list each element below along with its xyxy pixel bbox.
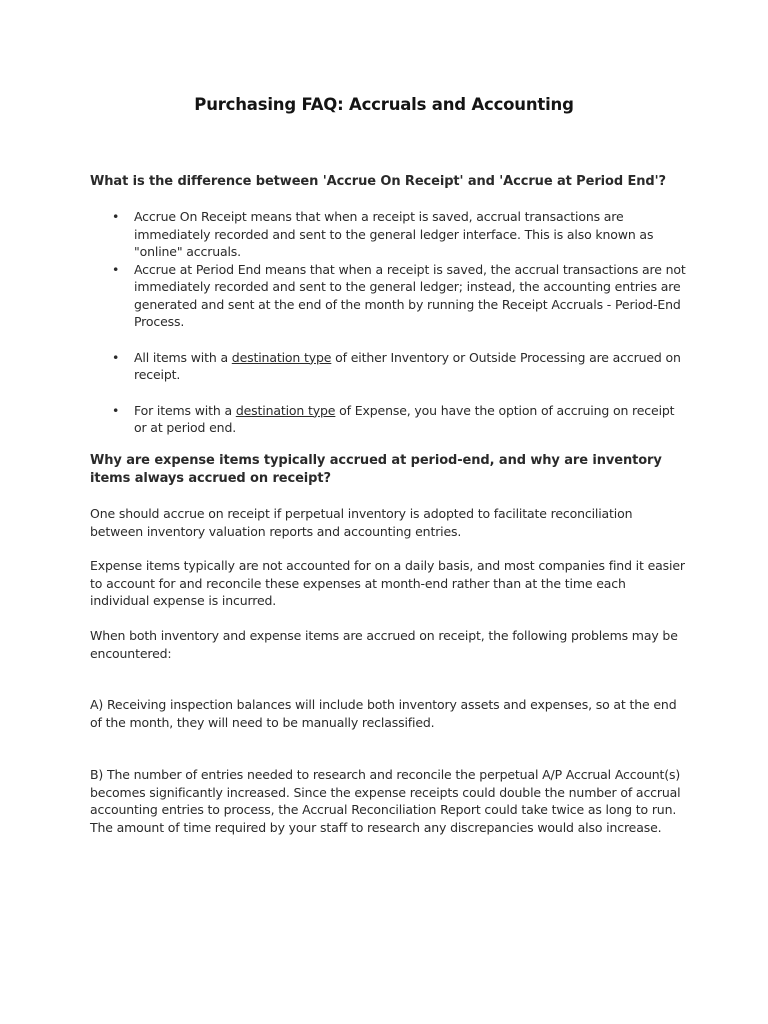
- list-item-text-before: For items with a: [134, 402, 236, 418]
- document-title: Purchasing FAQ: Accruals and Accounting: [194, 95, 574, 114]
- destination-type-link[interactable]: destination type: [231, 349, 332, 365]
- bullet-glyph: •: [112, 209, 120, 224]
- list-item: [90, 349, 690, 384]
- faq-question-1: What is the difference between 'Accrue On Receipt' and 'Accrue at Period End'?: [90, 174, 666, 189]
- bullet-glyph: •: [112, 402, 120, 418]
- list-item-text: Accrue On Receipt means that when a receipt is saved, accrual transactions are immediately recorded and sent to the general ledger interface. This is also known as "online" accruals.: [134, 209, 654, 259]
- paragraph: When both inventory and expense items are accrued on receipt, the following problems may be encountered:: [90, 628, 678, 661]
- bullet-glyph: •: [112, 349, 120, 365]
- list-item-text: Accrue at Period End means that when a receipt is saved, the accrual transactions are not immediately recorded and sent to the general ledger; instead, the accounting entries are generated and sent at the end of the month by running the Receipt Accruals - Period-End Process.: [134, 261, 686, 329]
- paragraph: B) The number of entries needed to research and reconcile the perpetual A/P Accrual Account(s) becomes significantly increased. Since the expense receipts could double the number of accrual accounting entries to process, the Accrual Reconciliation Report could take twice as long to run. The amount of time required by your staff to research any discrepancies would also increase.: [90, 767, 681, 835]
- faq-question-2: Why are expense items typically accrued at period-end, and why are inventory items always accrued on receipt?: [90, 453, 662, 486]
- destination-type-link[interactable]: destination type: [235, 402, 336, 418]
- paragraph: One should accrue on receipt if perpetual inventory is adopted to facilitate reconciliation between inventory valuation reports and accounting entries.: [90, 506, 633, 539]
- list-item: [90, 402, 690, 437]
- list-item-text-after: of either Inventory or Outside Processing are accrued on receipt.: [134, 349, 681, 382]
- list-item: [90, 208, 690, 261]
- paragraph: A) Receiving inspection balances will include both inventory assets and expenses, so at the end of the month, they will need to be manually reclassified.: [90, 697, 677, 730]
- list-item-text-after: of Expense, you have the option of accruing on receipt or at period end.: [134, 402, 675, 435]
- list-item-text-before: All items with a: [134, 349, 232, 365]
- bullet-glyph: •: [112, 261, 120, 277]
- bullet-list: [90, 208, 690, 437]
- paragraph: Expense items typically are not accounted for on a daily basis, and most companies find it easier to account for and reconcile these expenses at month-end rather than at the time each individual expense is incurred.: [90, 558, 685, 608]
- list-item: [90, 261, 690, 331]
